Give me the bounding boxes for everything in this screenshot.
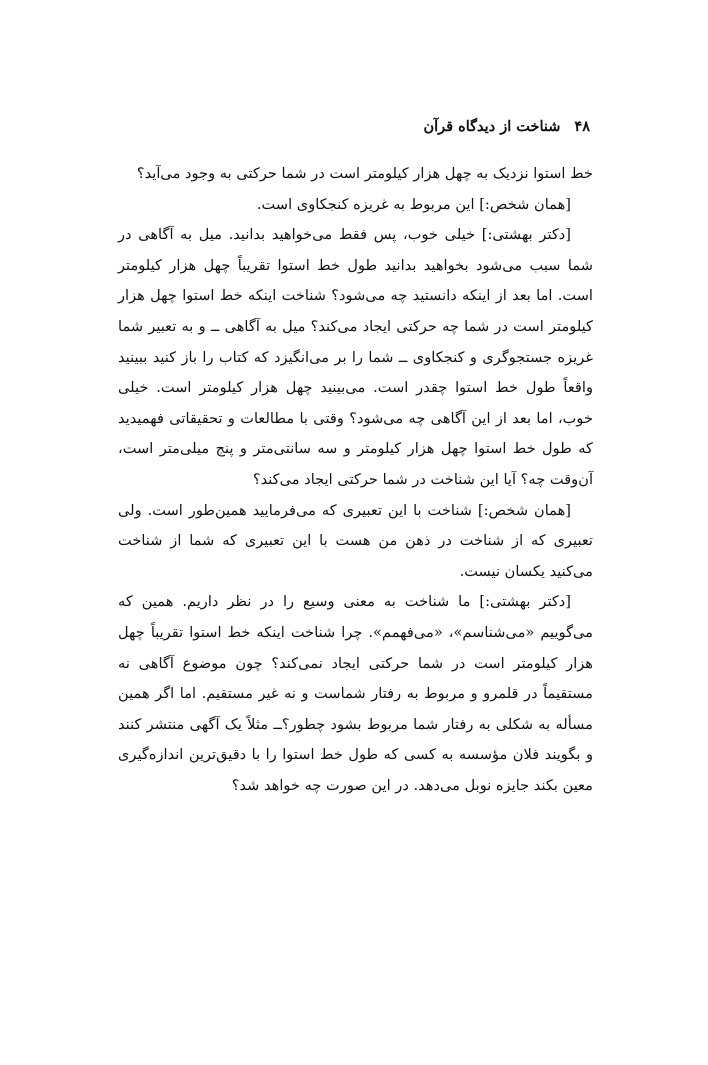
paragraph-beheshti-1: [دکتر بهشتی:] خیلی خوب، پس فقط می‌خواهید بدانید. میل به آگاهی در شما سبب می‌شود بخواهید بدانید طول خط استوا تقریباً چهل هزار کیلومتر است. اما بعد از اینکه دانستید چه می‌شود؟ شناخت اینکه خط استوا چهل هزار کیلومتر است در شما چه حرکتی ایجاد می‌کند؟ میل به آگاهی ــ و به تعبیر شما غریزه جستجوگری و کنجکاوی ــ شما را بر می‌انگیزد که کتاب را باز کنید ببینید واقعاً طول خط استوا چقدر است. می‌بینید چهل هزار کیلومتر است. خیلی خوب، اما بعد از این آگاهی چه می‌شود؟ وقتی با مطالعات و تحقیقاتی فهمیدید که طول خط استوا چهل هزار کیلومتر و سه سانتی‌متر و پنج میلی‌متر است، آن‌وقت چه؟ آیا این شناخت در شما حرکتی ایجاد می‌کند؟ bbox=[118, 226, 593, 488]
book-title: شناخت از دیدگاه قرآن bbox=[423, 118, 561, 135]
page-number: ۴۸ bbox=[574, 118, 590, 135]
paragraph-interlocutor-1: [همان شخص:] این مربوط به غریزه کنجکاوی است. bbox=[256, 195, 571, 213]
paragraph-beheshti-2: [دکتر بهشتی:] ما شناخت به معنی وسیع را در نظر داریم. همین که می‌گوییم «می‌شناسم»، «می‌فهمم». چرا شناخت اینکه خط استوا تقریباً چهل هزار کیلومتر است در شما حرکتی ایجاد نمی‌کند؟ چون موضوع آگاهی نه مستقیماً در قلمرو و مربوط به رفتار شماست و نه غیر مستقیم. اما اگر همین مسأله به شکلی به رفتار شما مربوط بشود چطور؟ــ مثلاً یک آگهی منتشر کنند و بگویند فلان مؤسسه به کسی که طول خط استوا را با دقیق‌ترین اندازه‌گیری معین بکند جایزه نوبل می‌دهد. در این صورت چه خواهد شد؟ bbox=[118, 593, 593, 794]
paragraph-interlocutor-2: [همان شخص:] شناخت با این تعبیری که می‌فرمایید همین‌طور است. ولی تعبیری که از شناخت در ذهن من هست با این تعبیری که شما از شناخت می‌کنید یکسان نیست. bbox=[118, 501, 593, 580]
body-text bbox=[118, 159, 593, 801]
paragraph-continuation: خط استوا نزدیک به چهل هزار کیلومتر است در شما حرکتی به وجود می‌آید؟ bbox=[136, 165, 593, 182]
running-header bbox=[118, 118, 590, 135]
